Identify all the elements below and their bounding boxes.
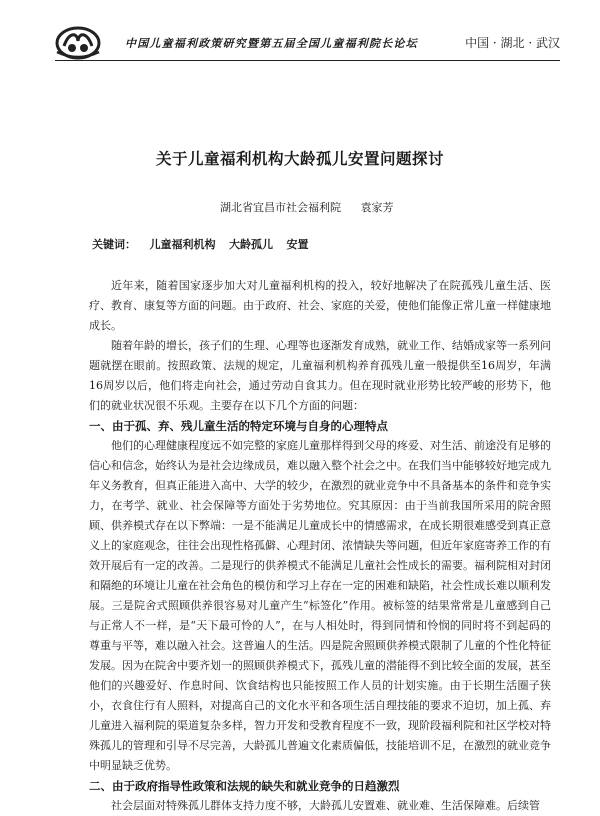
paragraph: 随着年龄的增长，孩子们的生理、心理等也逐渐发育成熟，就业工作、结婚成家等一系列问题就摆在眼前。按照政策、法规的规定，儿童福利机构养育孤残儿童一般提供至16周岁，年满16周岁以后，他们将走向社会，通过劳动自食其力。但在现时就业形势比较严峻的形势下，他们的就业状况很不乐观。主要存在以下几个方面的问题：	[89, 339, 551, 412]
paragraph: 近年来，随着国家逐步加大对儿童福利机构的投入，较好地解决了在院孤残儿童生活、医疗、教育、康复等方面的问题。由于政府、社会、家庭的关爱，使他们能像正常儿童一样健康地成长。	[89, 279, 551, 332]
keywords-line	[92, 236, 309, 252]
paragraph: 社会层面对特殊孤儿群体支持力度不够，大龄孤儿安置难、就业难、生活保障难。后续管	[111, 799, 540, 812]
author-organization: 湖北省宜昌市社会福利院	[220, 201, 341, 214]
keyword: 儿童福利机构	[149, 238, 216, 251]
article-body	[89, 276, 551, 816]
keyword: 安置	[286, 238, 309, 251]
byline	[220, 199, 410, 215]
conference-location: 中国 · 湖北 · 武汉	[465, 36, 560, 50]
author-name: 袁家芳	[360, 201, 394, 214]
section-heading: 二、由于政府指导性政策和法规的缺失和就业竞争的日趋激烈	[89, 779, 400, 793]
header-divider	[55, 60, 560, 61]
page-header	[55, 26, 560, 60]
conference-title: 中国儿童福利政策研究暨第五届全国儿童福利院长论坛	[125, 37, 418, 50]
section-heading: 一、由于孤、弃、残儿童生活的特定环境与自身的心理特点	[89, 419, 388, 433]
paragraph: 他们的心理健康程度远不如完整的家庭儿童那样得到父母的疼爱、对生活、前途没有足够的信心和信念，始终认为是社会边缘成员，难以融入整个社会之中。在我们当中能够较好地完成九年义务教育，但真正能进入高中、大学的较少，在激烈的就业竞争中不具备基本的条件和竞争实力，在考学、就业、社会保障等方面处于劣势地位。究其原因：由于当前我国所采用的院舍照顾、供养模式存在以下弊端：一是不能满足儿童成长中的情感需求，在成长期很难感受到真正意义上的家庭观念，往往会出现性格孤僻、心理封闭、浓情缺失等问题，但近年家庭寄养工作的有效开展后有一定的改善。二是现行的供养模式不能满足儿童社会性成长的需要。福利院相对封闭和隔绝的环境让儿童在社会角色的模仿和学习上存在一定的困难和缺陷，社会性成长难以顺利发展。三是院舍式照顾供养很容易对儿童产生“标签化”作用。被标签的结果常常是儿童感到自己与正常人不一样，是“天下最可怜的人”，在与人相处时，得到同情和怜悯的同时将不到起码的尊重与平等，难以融入社会。这普遍人的生活。四是院舍照顾供养模式限制了儿童的个性化特征发展。因为在院舍中要齐划一的照顾供养模式下，孤残儿童的潜能得不到比较全面的发展，甚至他们的兴趣爱好、作息时间、饮食结构也只能按照工作人员的计划实施。由于长期生活圈子狭小，衣食住行有人照料，对提高自己的文化水平和各项生活自理技能的要求不迫切，加上孤、弃儿童进入福利院的渠道复杂多样，智力开发和受教育程度不一致，现阶段福利院和社区学校对特殊孤儿的管理和引导不尽完善，大龄孤儿普遍文化素质偏低，技能培训不足，在激烈的就业竞争中明显缺乏优势。	[89, 439, 551, 772]
conference-logo-icon	[55, 26, 101, 60]
article-title: 关于儿童福利机构大龄孤儿安置问题探讨	[155, 149, 444, 168]
keywords-label: 关键词：	[92, 238, 136, 251]
keyword: 大龄孤儿	[229, 238, 273, 251]
